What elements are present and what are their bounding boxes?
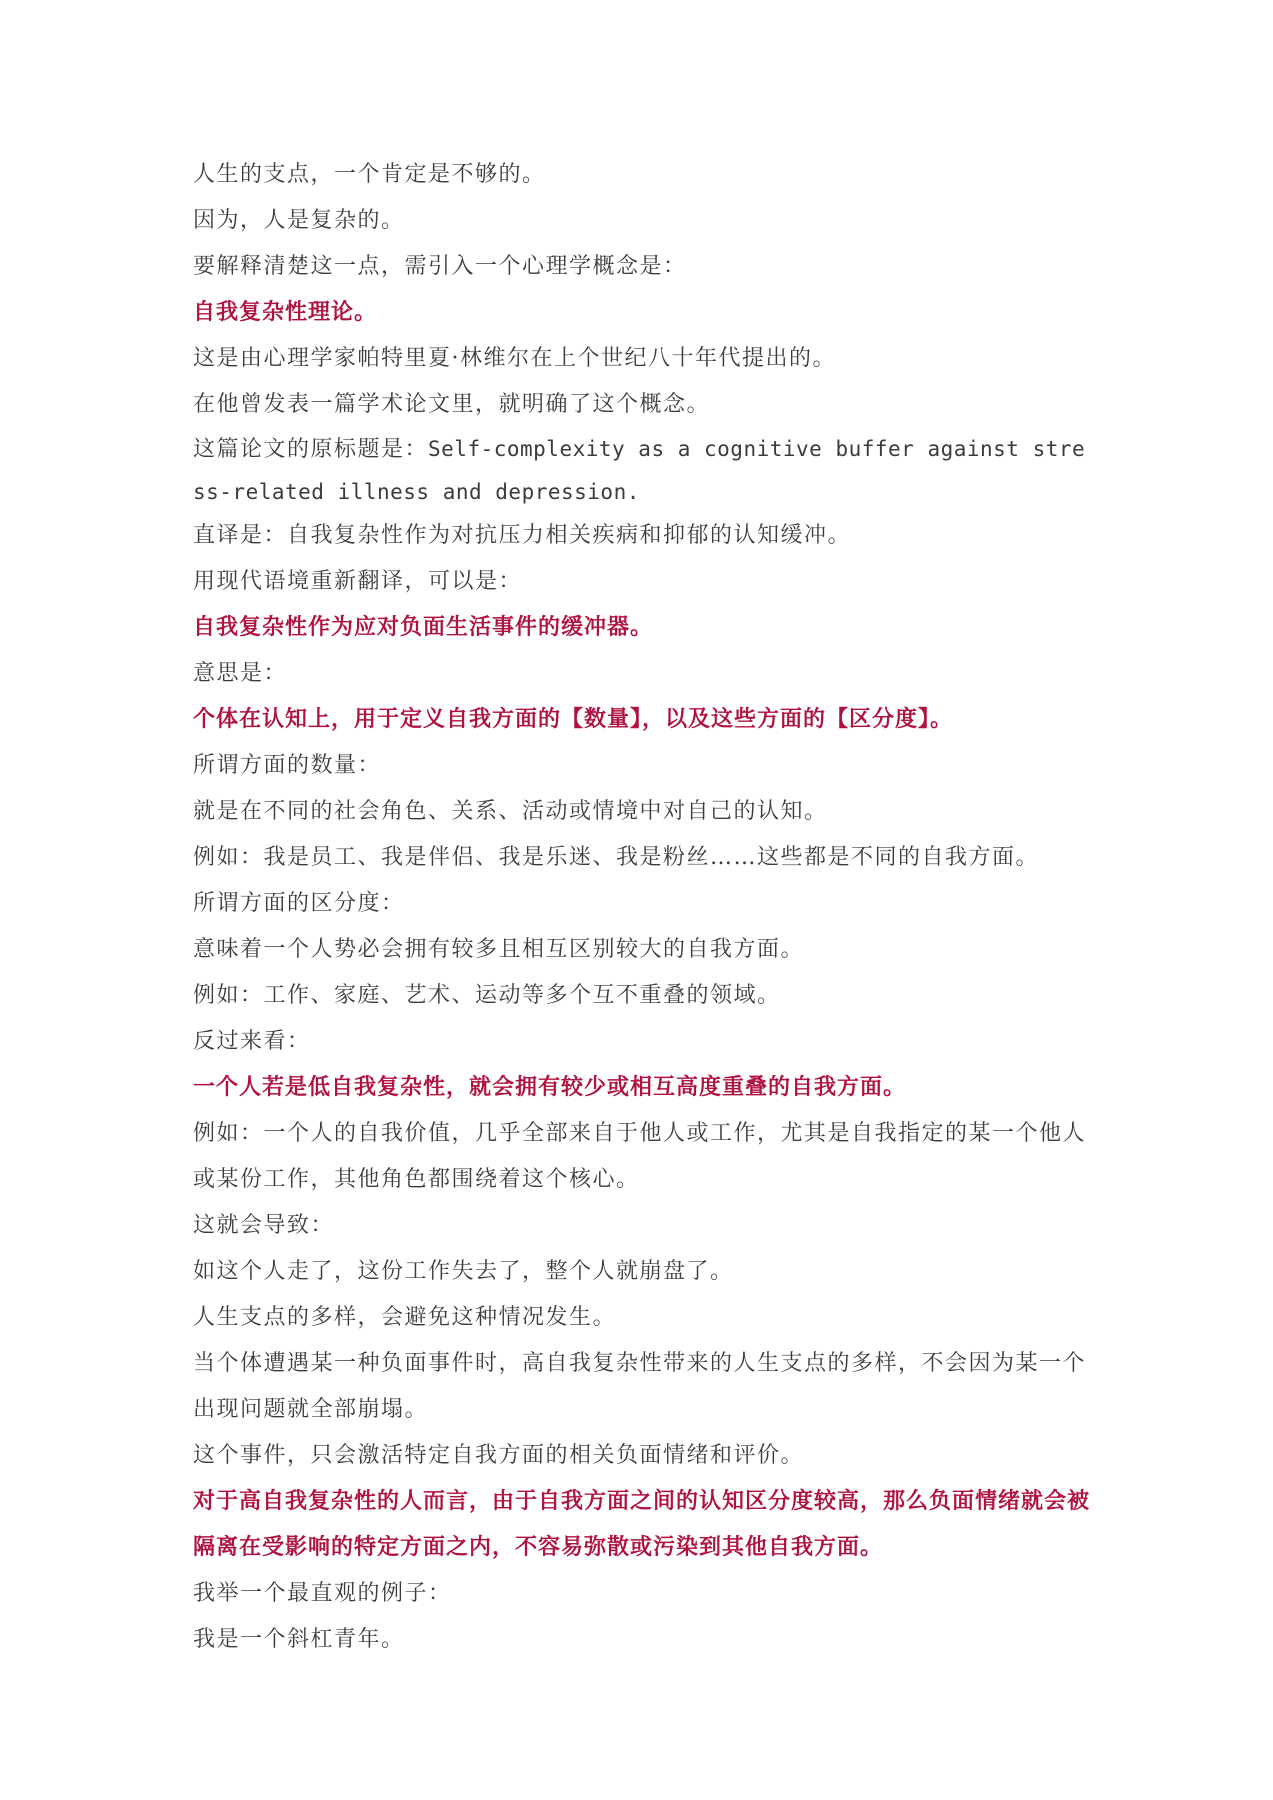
paragraph: 所谓方面的区分度： (193, 891, 405, 916)
paragraph: 人生的支点，一个肯定是不够的。 (193, 162, 546, 187)
paper-title-paragraph (193, 428, 1093, 513)
paragraph: 例如：一个人的自我价值，几乎全部来自于他人或工作，尤其是自我指定的某一个他人或某份工作，其他角色都围绕着这个核心。 (193, 1121, 1087, 1192)
highlighted-paragraph: 个体在认知上，用于定义自我方面的【数量】，以及这些方面的【区分度】。 (193, 707, 954, 732)
paragraph: 因为，人是复杂的。 (193, 208, 405, 233)
paragraph: 意思是： (193, 661, 288, 686)
paragraph: 我举一个最直观的例子： (193, 1581, 452, 1606)
paragraph: 意味着一个人势必会拥有较多且相互区别较大的自我方面。 (193, 937, 805, 962)
paragraph: 直译是：自我复杂性作为对抗压力相关疾病和抑郁的认知缓冲。 (193, 523, 852, 548)
paper-title-prefix: 这篇论文的原标题是： (193, 437, 429, 462)
paragraph: 如这个人走了，这份工作失去了，整个人就崩盘了。 (193, 1259, 734, 1284)
paragraph: 所谓方面的数量： (193, 753, 382, 778)
paragraph: 例如：我是员工、我是伴侣、我是乐迷、我是粉丝……这些都是不同的自我方面。 (193, 845, 1040, 870)
highlighted-paragraph: 自我复杂性理论。 (193, 300, 378, 325)
highlighted-paragraph: 一个人若是低自我复杂性，就会拥有较少或相互高度重叠的自我方面。 (193, 1075, 907, 1100)
paragraph: 这就会导致： (193, 1213, 335, 1238)
highlighted-paragraph: 自我复杂性作为应对负面生活事件的缓冲器。 (193, 615, 654, 640)
paragraph: 反过来看： (193, 1029, 311, 1054)
paragraph: 这是由心理学家帕特里夏·林维尔在上个世纪八十年代提出的。 (193, 346, 836, 371)
paragraph: 当个体遭遇某一种负面事件时，高自我复杂性带来的人生支点的多样，不会因为某一个出现问题就全部崩塌。 (193, 1351, 1087, 1422)
paragraph: 就是在不同的社会角色、关系、活动或情境中对自己的认知。 (193, 799, 828, 824)
article-body (193, 152, 1093, 1663)
paragraph: 在他曾发表一篇学术论文里，就明确了这个概念。 (193, 392, 711, 417)
paragraph: 要解释清楚这一点，需引入一个心理学概念是： (193, 254, 687, 279)
paragraph: 人生支点的多样，会避免这种情况发生。 (193, 1305, 617, 1330)
paper-title-english: Self-complexity as a cognitive buffer against stress-related illness and depression. (193, 437, 1086, 504)
paragraph: 例如：工作、家庭、艺术、运动等多个互不重叠的领域。 (193, 983, 781, 1008)
paragraph: 用现代语境重新翻译，可以是： (193, 569, 523, 594)
highlighted-paragraph: 对于高自我复杂性的人而言，由于自我方面之间的认知区分度较高，那么负面情绪就会被隔离在受影响的特定方面之内，不容易弥散或污染到其他自我方面。 (193, 1489, 1091, 1560)
paragraph: 我是一个斜杠青年。 (193, 1627, 405, 1652)
paragraph: 这个事件，只会激活特定自我方面的相关负面情绪和评价。 (193, 1443, 805, 1468)
